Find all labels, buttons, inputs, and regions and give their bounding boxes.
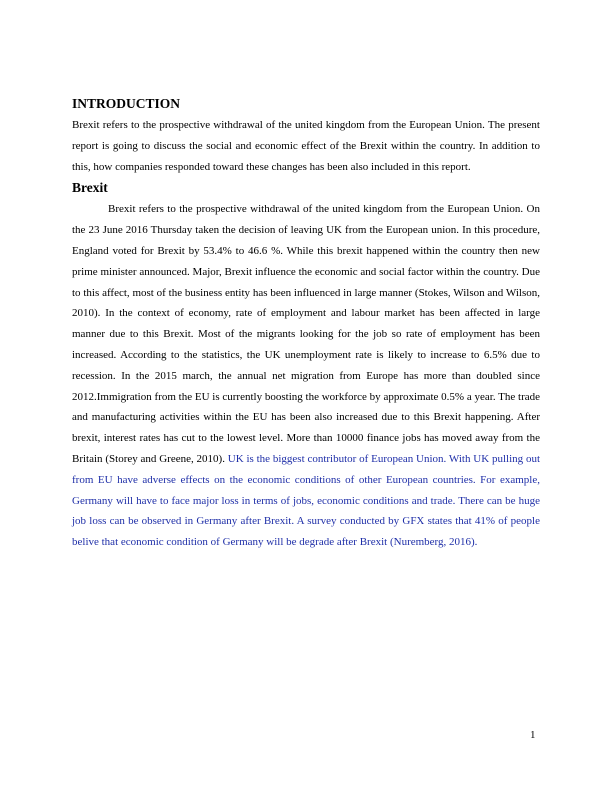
introduction-paragraph: Brexit refers to the prospective withdrawal of the united kingdom from the European Union. The present report is going to discuss the social and economic effect of the Brexit within the country. In addition to this, how companies responded toward these changes has been also included in this report.	[72, 119, 540, 173]
page-number: 1	[530, 729, 536, 741]
introduction-heading: INTRODUCTION	[72, 96, 181, 111]
brexit-paragraph-blue-text: UK is the biggest contributor of European Union. With UK pulling out from EU have adverse effects on the economic conditions of other European countries. For example, Germany will have to face major loss in terms of jobs, economic conditions and trade. There can be huge job loss can be observed in Germany after Brexit. A survey conducted by GFX states that 41% of people belive that economic condition of Germany will be degrade after Brexit (Nuremberg, 2016).	[72, 452, 541, 549]
page-content	[72, 95, 540, 553]
brexit-paragraph-main-text: Brexit refers to the prospective withdrawal of the united kingdom from the European Union. On the 23 June 2016 Thursday taken the decision of leaving UK from the European union. In this procedure, England voted for Brexit by 53.4% to 46.6 %. While this brexit happened within the country then new prime minister announced. Major, Brexit influence the economic and social factor within the country. Due to this affect, most of the business entity has been influenced in large manner (Stokes, Wilson and Wilson, 2010). In the context of economy, rate of employment and labour market has been affected in large manner due to this Brexit. Most of the migrants looking for the job so rate of employment has been increased. According to the statistics, the UK unemployment rate is likely to increase to 6.5% due to recession. In the 2015 march, the annual net migration from Europe has more than doubled since 2012.Immigration from the EU is currently boosting the workforce by approximate 0.5% a year. The trade and manufacturing activities within the EU has been also increased due to this Brexit happening. After brexit, interest rates has cut to the lowest level. More than 10000 finance jobs has moved away from the Britain (Storey and Greene, 2010).	[72, 203, 540, 465]
brexit-paragraph	[72, 199, 540, 553]
brexit-heading: Brexit	[72, 180, 108, 196]
